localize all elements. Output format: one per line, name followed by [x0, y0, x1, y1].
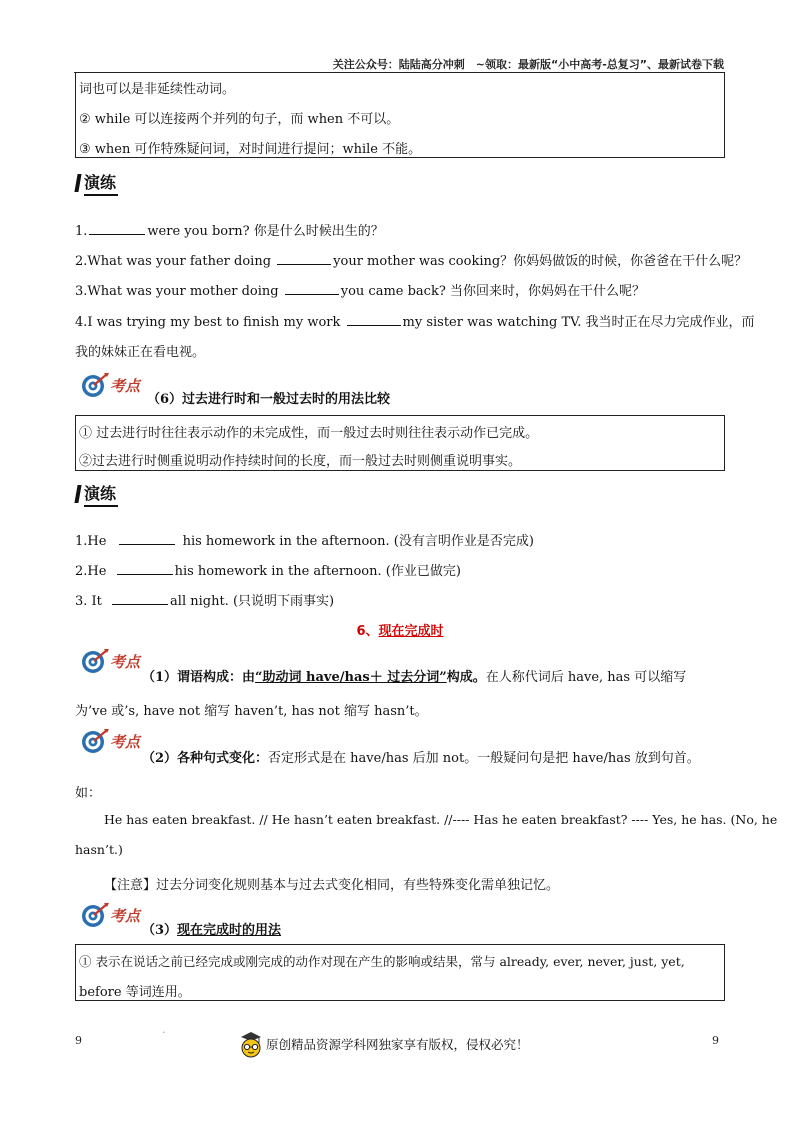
kaodian-label: 考点: [110, 652, 141, 671]
answer-blank[interactable]: [117, 563, 173, 575]
box-line: ③ when 可作特殊疑问词，对时间进行提问；while 不能。: [79, 142, 422, 157]
answer-blank[interactable]: [347, 314, 401, 326]
kaodian-marker: [80, 902, 140, 928]
kaodian-6-title: （6）过去进行时和一般过去时的用法比较: [147, 392, 391, 407]
answer-blank[interactable]: [89, 223, 145, 235]
answer-blank[interactable]: [285, 283, 339, 295]
kp3-title: （3）现在完成时的用法: [142, 923, 282, 938]
answer-blank[interactable]: [119, 533, 175, 545]
practice-question-4: 4.I was trying my best to finish my work my sister was watching TV. 我当时正在尽力完成作业，而: [75, 315, 755, 330]
kaodian-label: 考点: [110, 376, 141, 395]
mascot-icon: [238, 1030, 264, 1058]
kaodian-label: 考点: [110, 732, 141, 751]
kp2-example-line1: He has eaten breakfast. // He hasn’t eaten breakfast. //---- Has he eaten breakfast? ---- Yes, he has. (No, he: [104, 812, 778, 827]
box-line: before 等词连用。: [79, 985, 191, 1000]
kp1-line1: （1）谓语构成：由“助动词 have/has＋ 过去分词”构成。在人称代词后 have, has 可以缩写: [142, 670, 687, 685]
practice-heading: 演练: [76, 170, 118, 196]
box-line: ① 过去进行时往往表示动作的未完成性，而一般过去时则往往表示动作已完成。: [79, 426, 539, 441]
practice-question-2: 2.What was your father doing your mother was cooking？你妈妈做饭的时候，你爸爸在干什么呢？: [75, 254, 748, 269]
practice-question-1: 1. were you born? 你是什么时候出生的？: [75, 224, 384, 239]
target-icon: [80, 902, 110, 928]
practice2-question-1: 1.He his homework in the afternoon. (没有言明作业是否完成): [75, 534, 534, 549]
kp1-line2: 为’ve 或’s, have not 缩写 haven’t, has not 缩写 hasn’t。: [75, 704, 428, 719]
heading-bar-icon: [74, 485, 81, 503]
box-line: ② while 可以连接两个并列的句子，而 when 不可以。: [79, 112, 400, 127]
footer-copyright: 原创精品资源学科网独家享有版权，侵权必究！: [238, 1030, 529, 1058]
page-number-right: 9: [712, 1034, 719, 1047]
answer-blank[interactable]: [277, 253, 331, 265]
box-line: 词也可以是非延续性动词。: [79, 82, 236, 97]
kaodian-marker: [80, 372, 140, 398]
kp2-example-line2: hasn’t.): [75, 842, 123, 857]
box-line: ① 表示在说话之前已经完成或刚完成的动作对现在产生的影响或结果，常与 already, ever, never, just, yet,: [79, 954, 685, 969]
kp2-line1: （2）各种句式变化：否定形式是在 have/has 后加 not。一般疑问句是把 have/has 放到句首。: [142, 751, 700, 766]
practice2-question-3: 3. It all night. (只说明下雨事实): [75, 594, 335, 609]
practice2-question-2: 2.He his homework in the afternoon. (作业已做完): [75, 564, 461, 579]
notes-box-comparison: [75, 415, 725, 471]
kaodian-marker: [80, 648, 140, 674]
kaodian-label: 考点: [110, 906, 141, 925]
kp2-ru: 如：: [75, 786, 102, 801]
practice-question-3: 3.What was your mother doing you came back? 当你回来时，你妈妈在干什么呢？: [75, 284, 645, 299]
box-line: ②过去进行时侧重说明动作持续时间的长度，而一般过去时则侧重说明事实。: [79, 454, 522, 469]
practice-heading: 演练: [76, 481, 118, 507]
target-icon: [80, 372, 110, 398]
footer-dot: ·: [162, 1026, 166, 1039]
notes-box-present-perfect-usage: [75, 944, 725, 1001]
page-number-left: 9: [75, 1034, 82, 1047]
target-icon: [80, 648, 110, 674]
kaodian-marker: [80, 728, 140, 754]
answer-blank[interactable]: [112, 593, 168, 605]
notes-box-while-when: [75, 72, 725, 158]
section-title: 6、现在完成时: [356, 624, 444, 639]
kp2-note: 【注意】过去分词变化规则基本与过去式变化相同，有些特殊变化需单独记忆。: [104, 878, 560, 893]
heading-bar-icon: [74, 174, 81, 192]
target-icon: [80, 728, 110, 754]
header-note: 关注公众号：陆陆高分冲刺 ~领取：最新版“小中高考-总复习”、最新试卷下载: [332, 58, 724, 71]
practice-question-4-cont: 我的妹妹正在看电视。: [75, 345, 206, 360]
